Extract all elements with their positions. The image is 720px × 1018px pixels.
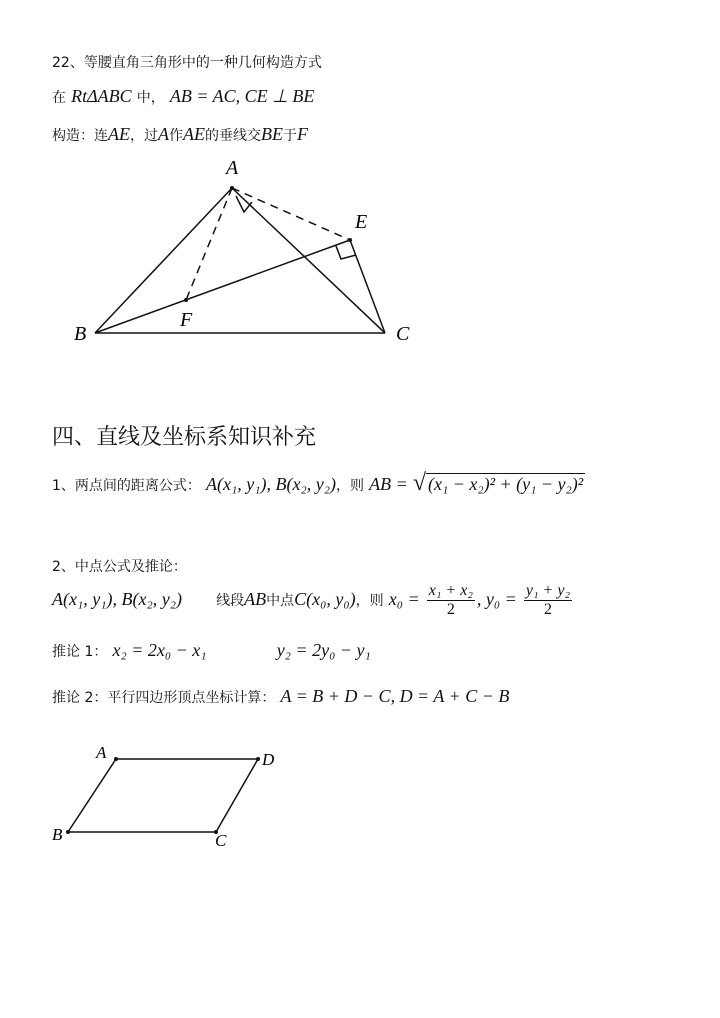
para-label-c: C	[215, 831, 227, 850]
distance-points: A(x₁, y₁), B(x₂, y₂)	[206, 474, 336, 494]
corollary-1-label: 推论 1：	[52, 644, 108, 660]
construction-prefix: 构造：连	[52, 128, 108, 144]
label-a: A	[226, 157, 239, 179]
midpoint-y-denominator: 2	[543, 601, 552, 618]
midpoint-y-fraction	[524, 582, 572, 619]
construction-ae: AE	[108, 124, 130, 144]
corollary-2-line	[52, 686, 509, 707]
para-label-d: D	[262, 750, 275, 769]
parallelogram-figure	[0, 730, 720, 860]
distance-formula-line	[52, 470, 585, 497]
midpoint-y0: , y₀ =	[476, 589, 517, 609]
midpoint-then: ，则	[355, 593, 384, 609]
corollary-2-eq: A = B + D − C, D = A + C − B	[280, 686, 510, 706]
midpoint-formula-line	[52, 582, 574, 619]
construction-text-4: 于	[283, 128, 297, 144]
midpoint-x0: x₀ =	[388, 589, 420, 609]
construction-line	[52, 124, 308, 145]
corollary-1-eq-x: x₂ = 2x₀ − x₁	[112, 640, 207, 660]
midpoint-mid: 中点	[266, 593, 295, 609]
segment-af-dashed	[186, 188, 232, 300]
midpoint-y-numerator: y₁ + y₂	[525, 582, 570, 599]
condition-equation: AB = AC, CE ⊥ BE	[169, 86, 315, 106]
midpoint-points: A(x₁, y₁), B(x₂, y₂)	[52, 589, 182, 609]
condition-line	[52, 86, 314, 107]
segment-be	[95, 240, 350, 333]
midpoint-ab: AB	[244, 589, 267, 609]
segment-ab	[95, 188, 232, 333]
midpoint-x-numerator: x₁ + x₂	[428, 582, 473, 599]
distance-then: ，则	[335, 478, 364, 494]
construction-ae-2: AE	[183, 124, 205, 144]
segment-ac	[232, 188, 385, 333]
label-f: F	[180, 309, 193, 331]
construction-text-2: 作	[169, 128, 183, 144]
midpoint-label: 2、中点公式及推论：	[52, 559, 187, 575]
corollary-2-label: 推论 2：平行四边形顶点坐标计算：	[52, 690, 276, 706]
sqrt-symbol: √	[412, 470, 426, 496]
condition-prefix: 在	[52, 90, 66, 106]
para-label-a: A	[96, 743, 107, 762]
midpoint-x-fraction	[427, 582, 475, 619]
section-4-heading: 四、直线及坐标系知识补充	[52, 425, 317, 450]
midpoint-x-denominator: 2	[446, 601, 455, 618]
para-label-b: B	[52, 825, 63, 844]
construction-f: F	[297, 124, 308, 144]
distance-radicand: (x₁ − x₂)² + (y₁ − y₂)²	[427, 474, 584, 494]
construction-text-3: 的垂线交	[205, 128, 261, 144]
construction-a: A	[158, 124, 169, 144]
corollary-1-eq-y: y₂ = 2y₀ − y₁	[276, 640, 371, 660]
construction-be: BE	[261, 124, 283, 144]
segment-ae-dashed	[232, 188, 350, 240]
construction-text-1: ，过	[130, 128, 158, 144]
midpoint-c: C(x₀, y₀)	[294, 589, 356, 609]
triangle-figure	[0, 150, 720, 350]
midpoint-seg: 线段	[216, 593, 245, 609]
label-b: B	[74, 323, 87, 345]
segment-ce	[350, 240, 385, 333]
label-c: C	[396, 323, 410, 345]
parallelogram-shape	[68, 759, 258, 832]
corollary-1-line	[52, 640, 371, 661]
label-e: E	[355, 211, 368, 233]
triangle-name: RtΔABC	[71, 86, 132, 106]
condition-mid: 中，	[136, 90, 165, 106]
distance-ab: AB =	[369, 474, 408, 494]
distance-label: 1、两点间的距离公式：	[52, 478, 201, 494]
section-22-title: 22、等腰直角三角形中的一种几何构造方式	[52, 55, 322, 71]
